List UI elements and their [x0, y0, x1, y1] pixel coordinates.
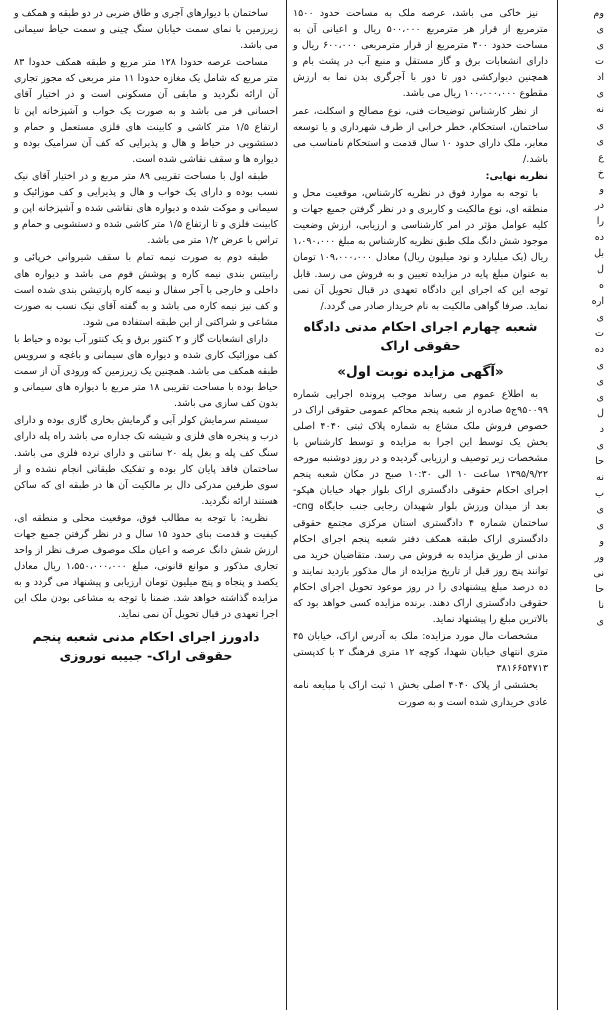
ground-floor-paragraph: مساحت عرصه حدودا ۱۲۸ متر مربع و طبقه همکف حدودا ۸۳ متر مربع که شامل یک مغازه حدودا ۱۱ متر مربعی که مجوز تجاری آن ارائه نگردید و مابقی آن مسکونی است و در اختیار آقای احسانی فر می باشد و به صورت یک خواب و آشپزخانه اپن تا ارتفاع ۱/۵ متر کاشی و کابینت های فلزی مستعمل و حمام و دستشویی در حیاط و هال و پذیرایی که کف آن سرامیک بوده و دیواره ها و سقف نقاشی شده است.: [14, 57, 278, 165]
right-column-text-fragment: ع: [598, 152, 604, 163]
right-column-text-fragment: وم: [593, 8, 604, 19]
branch-title: شعبه چهارم اجرای احکام مدنی دادگاه حقوقی اراک: [303, 318, 538, 353]
middle-column: [293, 6, 548, 712]
right-column-text-fragment: ه: [598, 280, 604, 291]
right-column-text-fragment: ی: [596, 360, 604, 371]
right-column-text-fragment: د: [599, 424, 604, 435]
right-column-text-fragment: ی: [596, 120, 604, 131]
first-floor-paragraph: طبقه اول با مساحت تقریبی ۸۹ متر مربع و در اختیار آقای نیک نسب بوده و دارای یک خواب و هال و پذیرایی و کف موزائیک و سیمانی و موکت شده و دیواره های نقاشی شده و آشپزخانه اپن و کابینت فلزی و تا ارتفاع ۱/۵ متر کاشی شده و دستشویی و حمام و تراس با عرض ۱/۲ متر می باشد.: [14, 170, 278, 247]
column-divider: [286, 0, 287, 1010]
right-column-text-fragment: ی: [596, 616, 604, 627]
right-column-text-fragment: حا: [595, 456, 604, 467]
building-description-paragraph: ساختمان با دیوارهای آجری و طاق ضربی در دو طبقه و همکف و زیرزمین با نمای سمت خیابان سنگ چینی و سمت حیاط سیمانی می باشد.: [14, 8, 278, 52]
expert-opinion-paragraph: نظریه: با توجه به مطالب فوق، موقعیت محلی و منطقه ای، کیفیت و قدمت بنای حدود ۱۵ سال و در نظر گرفتن جمیع جهات ارزش شش دانگ عرصه و اعیان ملک موصوف صرف نظر از واحد تجاری مذکور و موانع قانونی، مبلغ ۱،۵۵۰،۰۰۰،۰۰۰ ریال معادل یکصد و پنجاه و پنج میلیون تومان ارزیابی و پیشنهاد می گردد و به مزایده گذاشته خواهد شد. ضمنا با توجه به مشاعی بودن ملک این اجرا تعهدی در قبال تحویل آن نمی نماید.: [14, 512, 279, 621]
right-column-text-fragment: نه: [596, 104, 604, 115]
right-column-text-fragment: ب: [594, 488, 604, 499]
right-column-text-fragment: ت: [594, 328, 604, 339]
plate-details-paragraph: بخششی از پلاک ۴۰۴۰ اصلی بخش ۱ ثبت اراک با مبایعه نامه عادی خریداری شده است و به صورت: [293, 680, 548, 708]
right-column-text-fragment: خ: [597, 168, 604, 179]
right-column-text-fragment: ی: [596, 440, 604, 451]
right-column-text-fragment: ی: [596, 504, 604, 515]
property-description-paragraph: نیز خاکی می باشد، عرصه ملک به مساحت حدود ۱۵۰۰ مترمربع از قرار هر مترمربع ۵۰۰،۰۰۰ ریال و اعیانی آن به مساحت حدود ۴۰۰ مترمربع از قرار مترمربعی ۶۰۰،۰۰۰ ریال و دارای انشعابات برق و گاز مستقل و منبع آب در پشت بام و همچنین دیوارکشی دور تا دور با آجرگری بدن نما به ارزش مقطوع ۱۰۰،۰۰۰،۰۰۰ ریال می باشد.: [293, 8, 548, 100]
auction-notice-title: «آگهی مزایده نوبت اول»: [337, 363, 504, 380]
heating-cooling-paragraph: سیستم سرمایش کولر آبی و گرمایش بخاری گازی بوده و دارای درب و پنجره های فلزی و شیشه تک جداره می باشد راه پله دارای سنگ کف پله و بغل پله ۲۰ سانتی و دارای نرده فلزی می باشد. ساختمان فاقد پایان کار بوده و تفکیک طبقاتی انجام نشده و از سوی طرفین مدرکی دال بر مالکیت آن ها در طبقه ای که ساکن هستند ارائه نگردید.: [14, 415, 278, 507]
right-column-text-fragment: و: [599, 536, 604, 547]
right-column-text-fragment: ی: [596, 136, 604, 147]
right-column-text-fragment: نه: [596, 472, 604, 483]
final-opinion-heading: نظریه نهایی:: [485, 170, 548, 182]
right-column-text-fragment: نی: [593, 568, 604, 579]
utilities-paragraph: دارای انشعابات گاز و ۲ کنتور برق و یک کنتور آب بوده و حیاط با کف موزائیک کاری شده و دیواره های سیمانی و باغچه و سرویس طبقه همکف می باشد. همچنین یک زیرزمین که ورودی آن از سمت حیاط بوده با مساحت تقریبی ۱۸ متر مربع با دیواره های سیمانی و بدون کف سازی می باشد.: [14, 333, 278, 410]
right-column-text-fragment: ی: [596, 392, 604, 403]
right-column-text-fragment: اد: [597, 72, 604, 83]
right-column-fragment: [564, 6, 604, 630]
right-column-text-fragment: ل: [597, 264, 604, 275]
right-column-text-fragment: در: [595, 200, 604, 211]
column-divider: [557, 0, 558, 1010]
final-opinion-paragraph: با توجه به موارد فوق در نظریه کارشناس، موقعیت محل و منطقه ای، نوع مالکیت و کاربری و در نظر گرفتن جمیع جهات و کلیه عوامل مؤثر در امر کارشناسی و ارزیابی، ارزش وضعیت موجود شش دانگ ملک طبق نظریه کارشناس به مبلغ ۱،۰۹۰،۰۰۰ ریال (یک میلیارد و نود میلیون ریال) معادل ۱۰۹،۰۰۰،۰۰۰ تومان به عنوان مبلغ پایه در مزایده تعیین و به فروش می رسد. قابل توجه این که اجرای این دادگاه تعهدی در قبال تحویل آن نمی نماید. صرفا گواهی مالکیت به نام خریدار صادر می گردد./: [293, 188, 548, 312]
right-column-text-fragment: بل: [594, 248, 604, 259]
right-column-text-fragment: ی: [596, 88, 604, 99]
property-address-paragraph: مشخصات مال مورد مزایده: ملک به آدرس اراک، خیابان ۴۵ متری انتهای خیابان شهدا، کوچه ۱۲ متری فرهنگ ۲ با کدپستی ۳۸۱۶۶۵۴۷۱۳: [293, 631, 548, 675]
right-column-text-fragment: ی: [596, 376, 604, 387]
left-column: [14, 6, 278, 665]
right-column-text-fragment: نا: [598, 600, 604, 611]
right-column-text-fragment: ی: [596, 40, 604, 51]
right-column-text-fragment: را: [596, 216, 604, 227]
right-column-text-fragment: ده: [594, 344, 604, 355]
auction-announcement-paragraph: به اطلاع عموم می رساند موجب پرونده اجرایی شماره ۹۵۰۰۹۹ج۵ صادره از شعبه پنجم محاکم عمومی حقوقی اراک در خصوص فروش ملک مشاع به شماره پلاک ثبتی ۴۰۴۰ اصلی بخش یک توسط این اجرا به مزایده و توسط کارشناس با مشخصات زیر توصیف و ارزیابی گردیده و در روز دوشنبه مورخه ۱۳۹۵/۹/۲۲ ساعت ۱۰ الی ۱۰:۳۰ صبح در مکان شعبه پنجم اجرای احکام حقوقی دادگستری اراک بلوار جهاد خیابان هپکو- بعد از میدان ورزش بلوار شهیدان رجایی جنب جایگاه cng- ساختمان شماره ۴ دادگستری استان مرکزی مجتمع حقوقی دادگستری اراک طبقه همکف دفتر شعبه پنجم اجرای احکام مدنی از طریق مزایده به فروش می رسد. متقاضیان خرید می توانند پنج روز قبل از تاریخ مزایده از مال مذکور بازدید نمایند و ده درصد مبلغ پیشنهادی را در روز موعود تحویل اجرای احکام حقوقی دادگستری اراک دهند. برنده مزایده کسی خواهد بود که بالاترین مبلغ را پیشنهاد نماید.: [293, 388, 548, 626]
right-column-text-fragment: و: [599, 184, 604, 195]
right-column-text-fragment: اره: [591, 296, 604, 307]
right-column-text-fragment: ده: [594, 232, 604, 243]
second-floor-paragraph: طبقه دوم به صورت نیمه تمام با سقف شیروانی خرپائی و رابیتس بندی نیمه کاره و پوشش فوم می باشد و دیواره های داخلی و خارجی با آجر سفال و نیمه کاره پارتیشن بندی شده است و کف نیز نیمه کاره می باشد و به گفته آقای نیک نسب به صورت مشاعی و شراکتی از این طبقه استفاده می شود.: [14, 252, 278, 328]
right-column-text-fragment: ت: [594, 56, 604, 67]
right-column-text-fragment: ی: [596, 24, 604, 35]
signature: دادورز اجرای احکام مدنی شعبه پنجم حقوقی اراک- جبیبه نوروزی: [32, 628, 260, 663]
technical-notes-paragraph: از نظر کارشناس توضیحات فنی، نوع مصالح و اسکلت، عمر ساختمان، استحکام، خطر خرابی از طرف شهرداری و یا توسعه معابر، ملک دارای حدود ۱۰ سال قدمت و استحکام نامناسب می باشد./: [293, 105, 548, 165]
right-column-text-fragment: ی: [596, 312, 604, 323]
right-column-text-fragment: حا: [595, 584, 604, 595]
right-column-text-fragment: ل: [597, 408, 604, 419]
right-column-text-fragment: ی: [596, 520, 604, 531]
right-column-text-fragment: ور: [594, 552, 604, 563]
